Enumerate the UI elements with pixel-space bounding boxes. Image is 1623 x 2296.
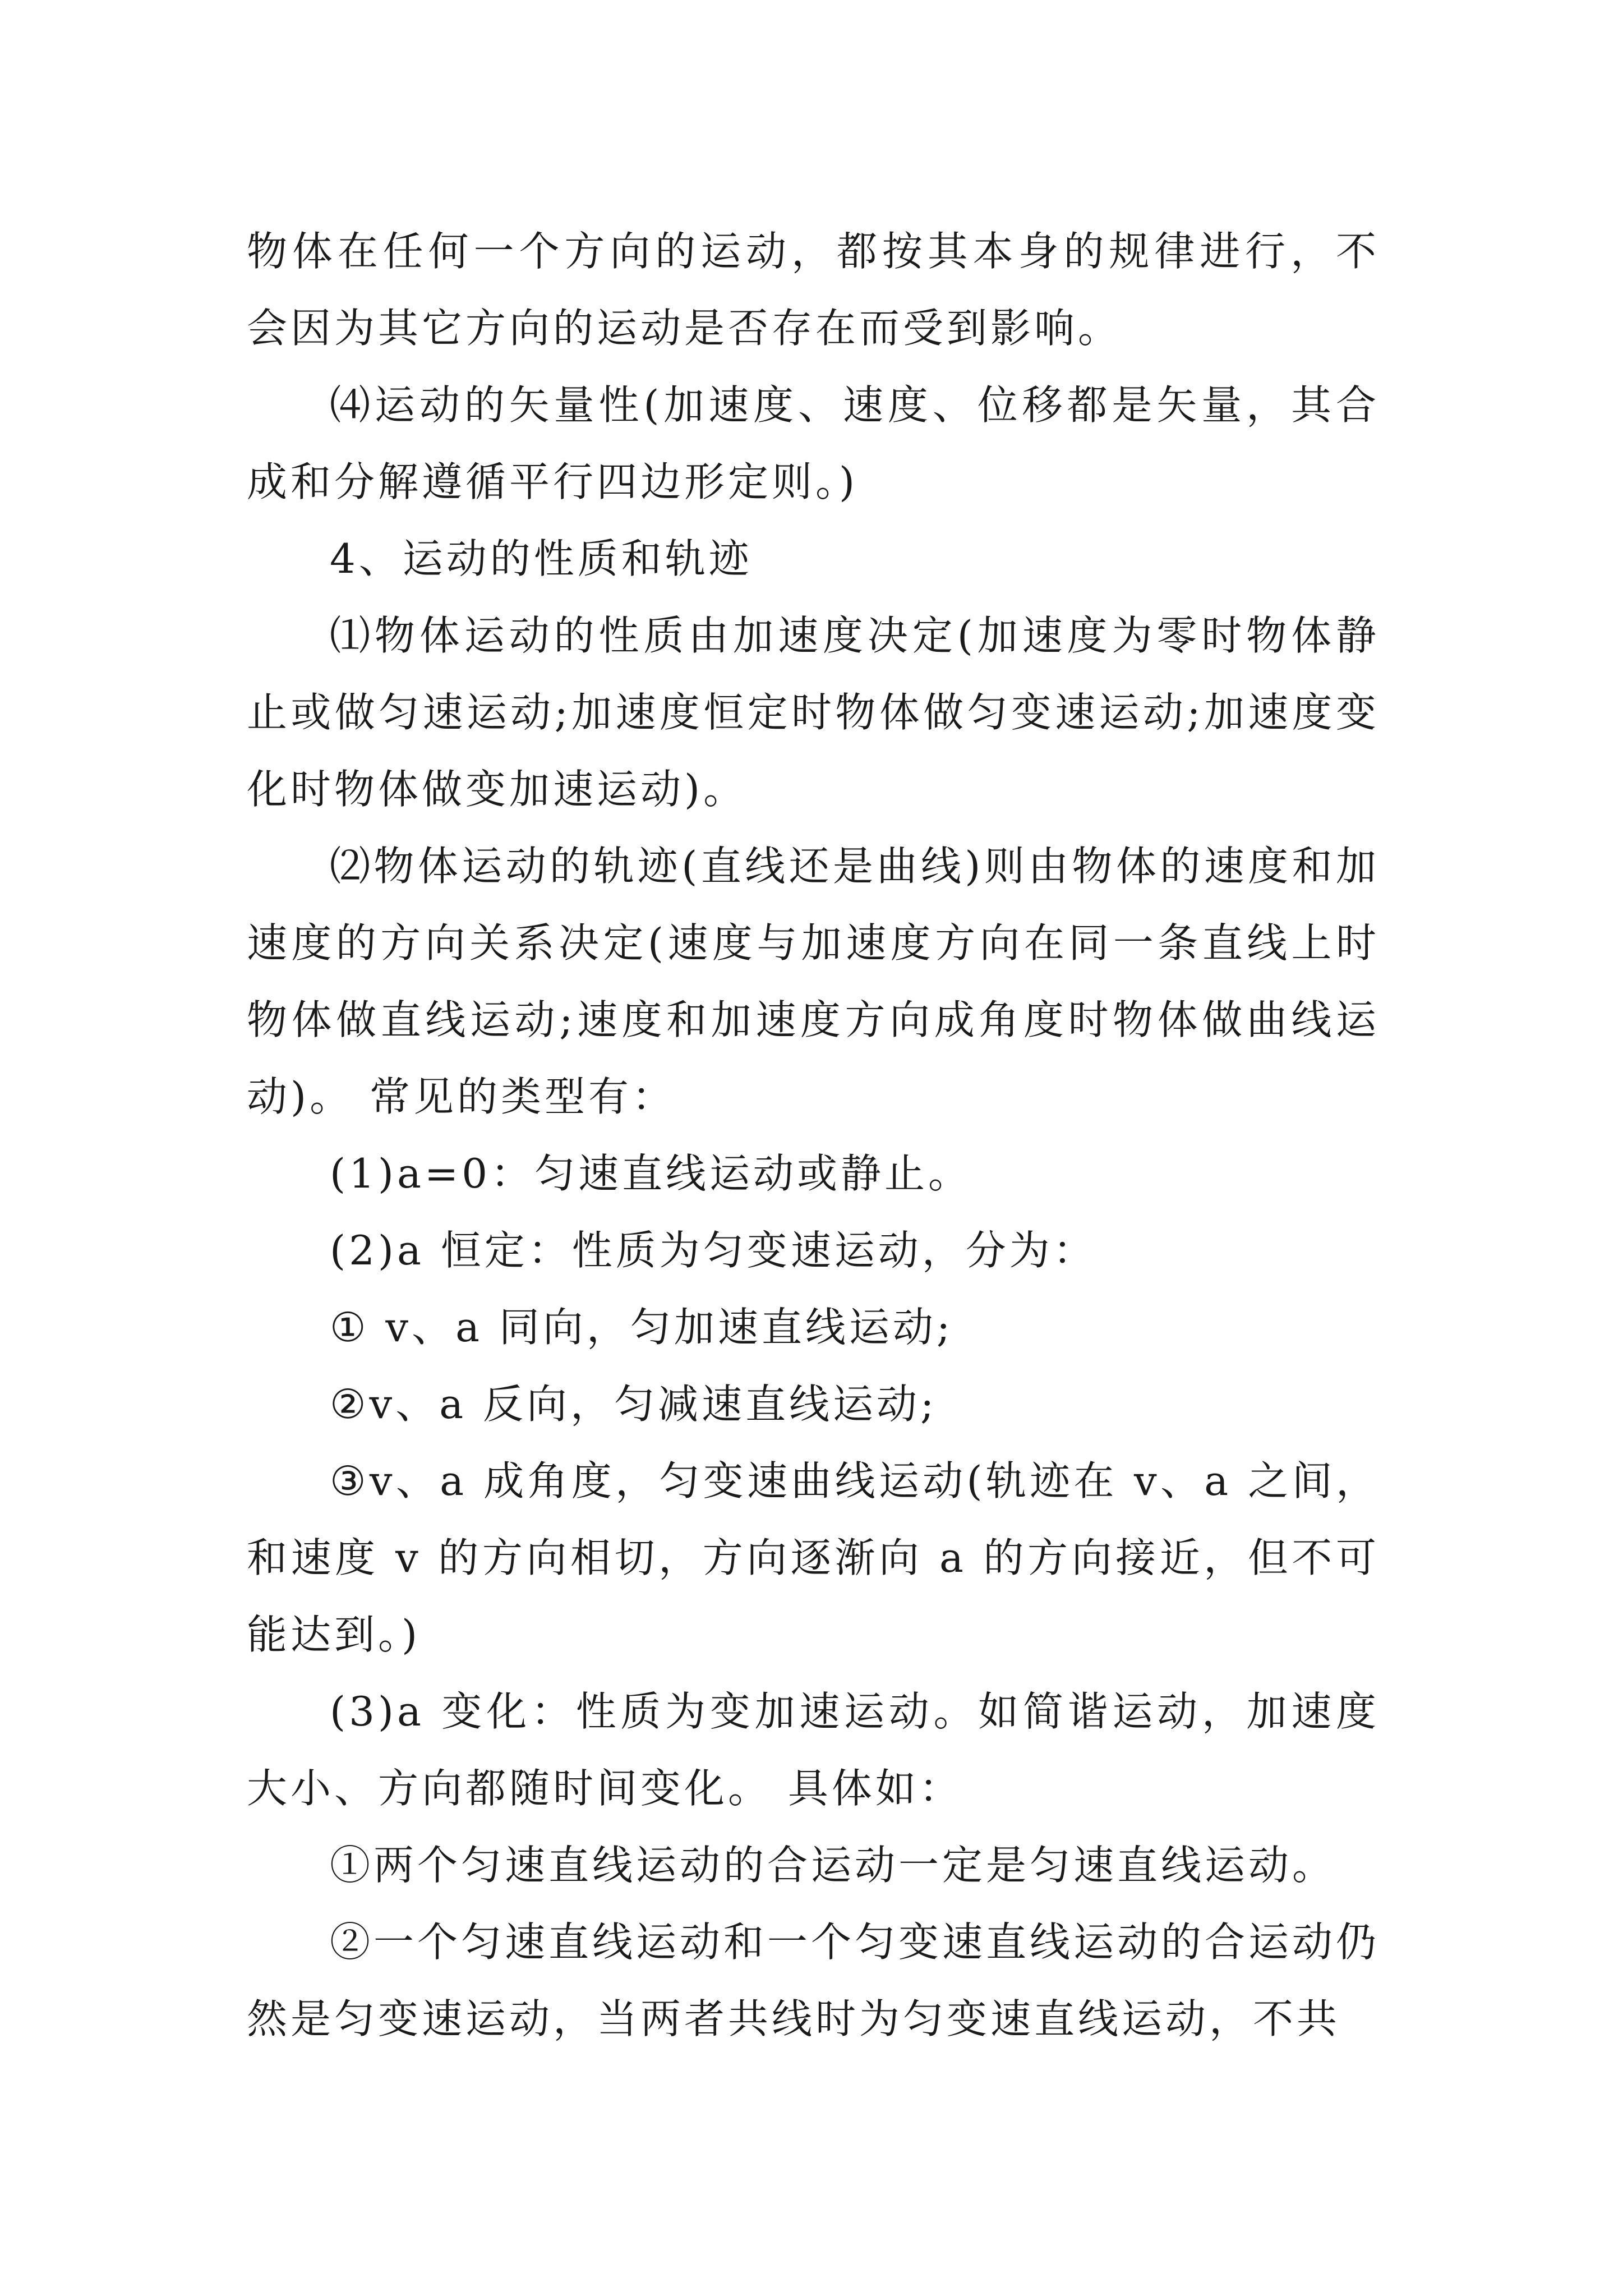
- paragraph-motion-trajectory: ⑵物体运动的轨迹(直线还是曲线)则由物体的速度和加速度的方向关系决定(速度与加速度方向在同一条直线上时物体做直线运动;速度和加速度方向成角度时物体做曲线运动)。 常见的类型有：: [247, 843, 1380, 1120]
- sub-item-opposite-direction: ②v、a 反向，匀减速直线运动;: [330, 1381, 938, 1428]
- list-item-a-varying: (3)a 变化：性质为变加速运动。如简谐运动，加速度大小、方向都随时间变化。 具体如：: [247, 1688, 1380, 1812]
- paragraph-motion-nature: ⑴物体运动的性质由加速度决定(加速度为零时物体静止或做匀速运动;加速度恒定时物体做匀变速运动;加速度变化时物体做变加速运动)。: [247, 612, 1380, 813]
- list-item-a-zero: (1)a=0：匀速直线运动或静止。: [330, 1150, 972, 1197]
- section-heading-4: 4、运动的性质和轨迹: [330, 535, 753, 582]
- sub-item-angled: ③v、a 成角度，匀变速曲线运动(轨迹在 v、a 之间，和速度 v 的方向相切，方向逐渐向 a 的方向接近，但不可能达到。): [247, 1457, 1380, 1658]
- list-item-a-constant: (2)a 恒定：性质为匀变速运动，分为：: [330, 1227, 1097, 1274]
- example-item-2: ②一个匀速直线运动和一个匀变速直线运动的合运动仍然是匀变速运动，当两者共线时为匀变速直线运动，不共: [247, 1918, 1380, 2042]
- sub-item-same-direction: ① v、a 同向，匀加速直线运动;: [330, 1304, 954, 1351]
- document-body: [247, 213, 1380, 2058]
- paragraph-continuation: 物体在任何一个方向的运动，都按其本身的规律进行，不会因为其它方向的运动是否存在而受到影响。: [247, 228, 1380, 352]
- example-item-1: ①两个匀速直线运动的合运动一定是匀速直线运动。: [330, 1842, 1336, 1889]
- paragraph-vector-nature: ⑷运动的矢量性(加速度、速度、位移都是矢量，其合成和分解遵循平行四边形定则。): [247, 381, 1380, 505]
